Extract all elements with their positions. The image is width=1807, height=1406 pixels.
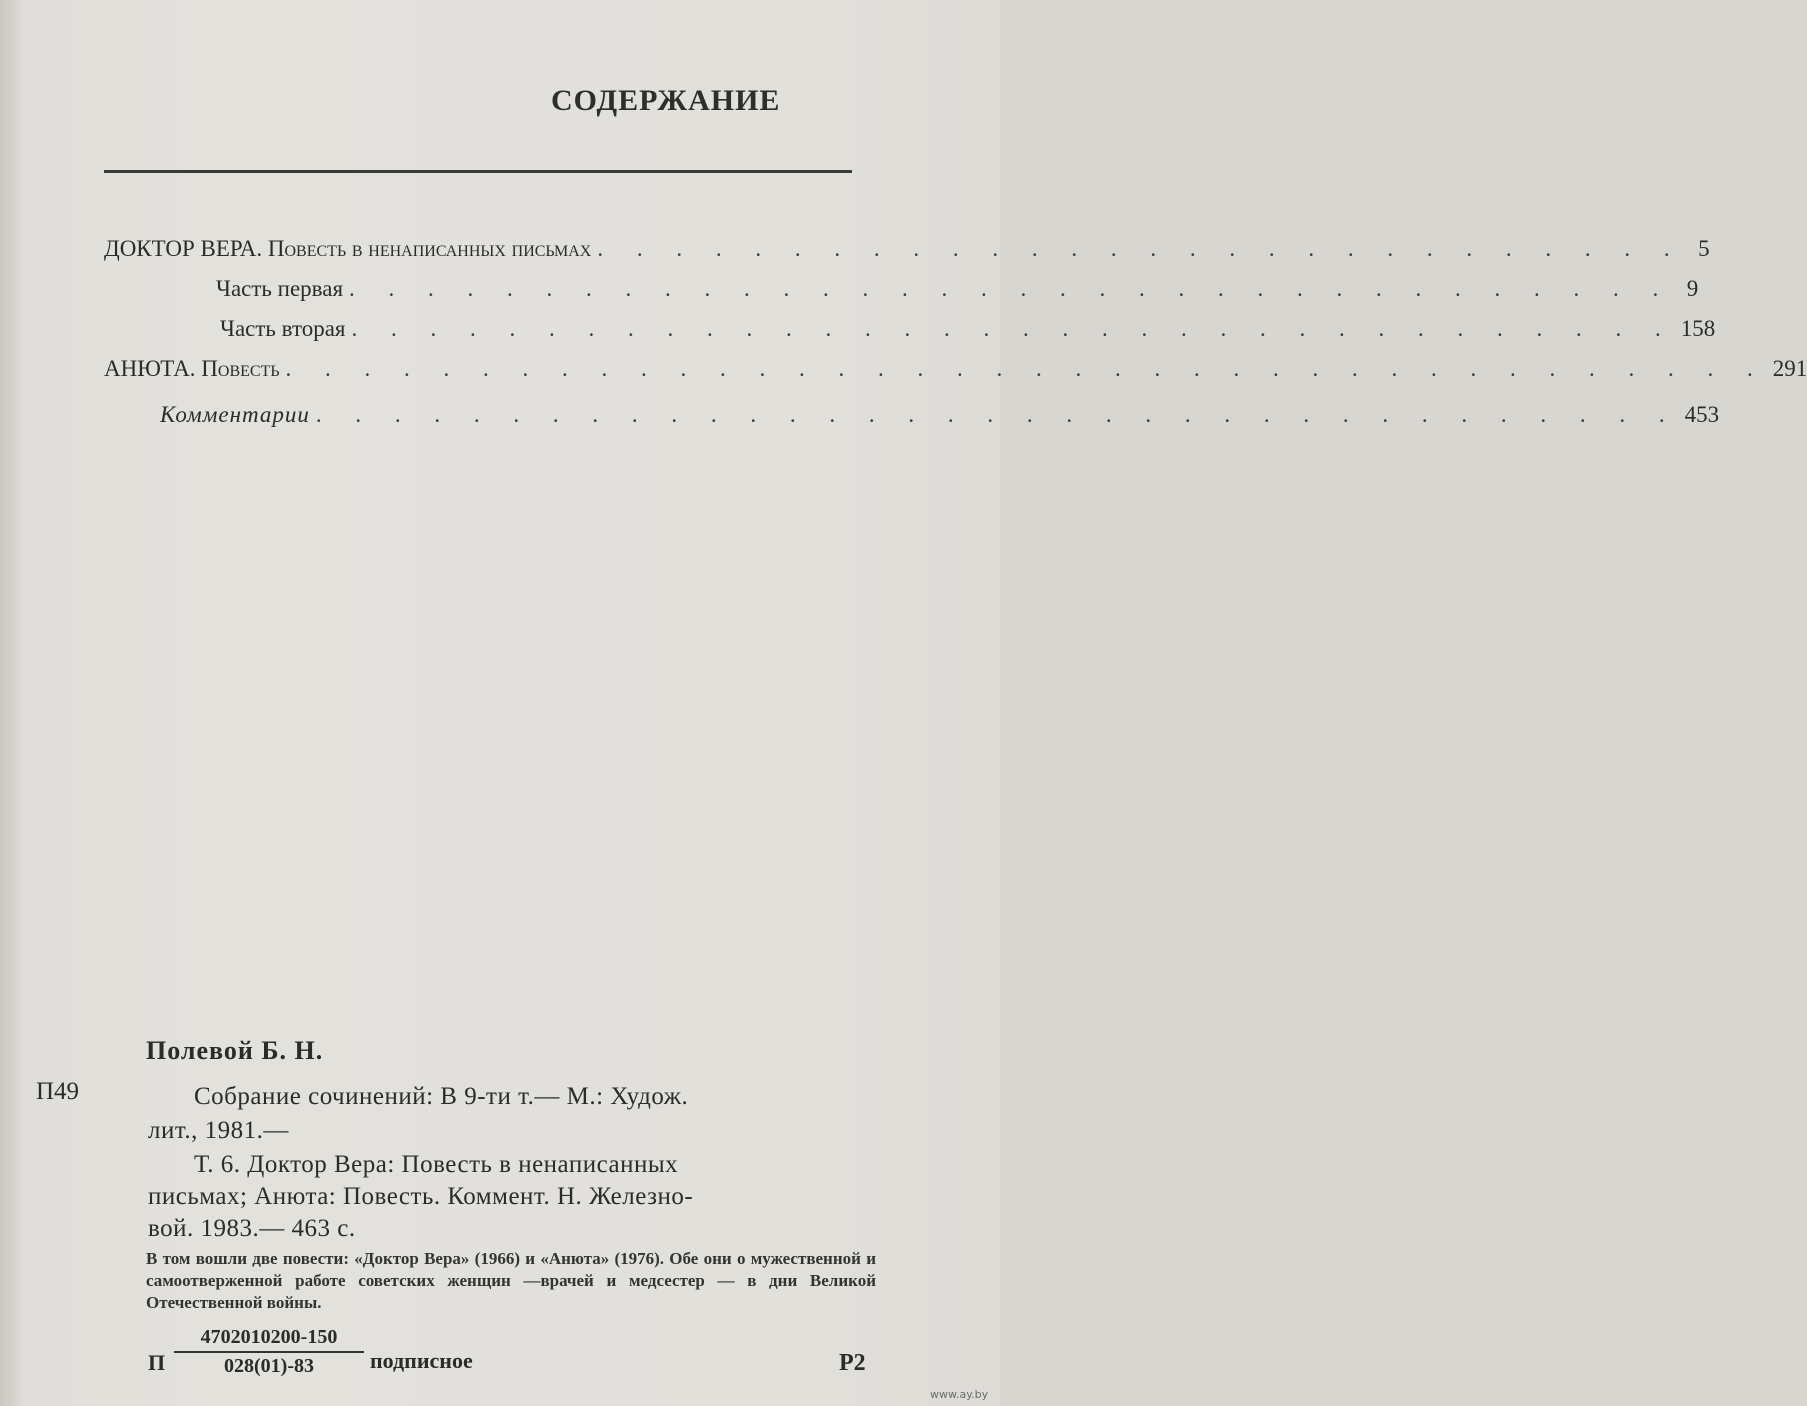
toc-entry-label: Часть вторая	[220, 316, 346, 341]
toc-entry-page: 5	[1698, 236, 1710, 261]
toc-divider	[104, 170, 852, 173]
toc-entry-page: 291	[1772, 356, 1807, 381]
catalog-class-code: П49	[36, 1078, 80, 1105]
watermark: www.ay.by	[930, 1388, 989, 1401]
catalog-line-1: Собрание сочинений: В 9-ти т.— М.: Худож.	[194, 1083, 689, 1110]
catalog-line-3: Т. 6. Доктор Вера: Повесть в ненаписанных	[194, 1151, 679, 1178]
toc-entry-part-one	[216, 276, 1699, 302]
toc-entry-label: Комментарии	[160, 402, 310, 427]
catalog-line-4: письмах; Анюта: Повесть. Коммент. Н. Железно-	[148, 1183, 694, 1210]
toc-entry-part-two	[220, 316, 1716, 342]
toc-entry-label: ДОКТОР ВЕРА. Повесть в ненаписанных письмах	[104, 236, 592, 261]
toc-leader-dots: . . . . . . . . . . . . . . . . . . . . . . . . . . . .	[597, 236, 1684, 261]
toc-entry-page: 9	[1686, 276, 1699, 301]
catalog-line-2: лит., 1981.—	[148, 1117, 289, 1144]
catalog-price-code: Р2	[839, 1350, 866, 1376]
catalog-index-numerator: 4702010200-150	[174, 1326, 364, 1353]
catalog-annotation: В том вошли две повести: «Доктор Вера» (1966) и «Анюта» (1976). Обе они о мужественной и самоотверженной работе советских женщин —врачей и медсестер — в дни Великой Отечественной войны.	[146, 1249, 876, 1312]
toc-leader-dots: . . . . . . . . . . . . . . . . . . . . . . . . . . . . . . . . . . .	[315, 402, 1679, 427]
toc-entry-page: 453	[1684, 402, 1720, 427]
catalog-index-letter: П	[148, 1350, 166, 1375]
toc-title: СОДЕРЖАНИЕ	[551, 84, 781, 117]
toc-leader-dots: . . . . . . . . . . . . . . . . . . . . . . . . . . . . . . . . . . . . . .	[285, 356, 1767, 381]
toc-entry-doctor-vera	[104, 236, 1710, 262]
toc-entry-page: 158	[1680, 316, 1716, 341]
toc-entry-label: АНЮТА. Повесть	[104, 356, 280, 381]
catalog-subscription: подписное	[370, 1348, 473, 1373]
toc-entry-anyuta	[104, 356, 1807, 382]
catalog-author: Полевой Б. Н.	[146, 1036, 324, 1065]
catalog-index-denominator: 028(01)-83	[224, 1355, 314, 1377]
toc-entry-comments	[160, 402, 1720, 428]
page-edge-shadow	[0, 0, 22, 1406]
catalog-line-5: вой. 1983.— 463 с.	[148, 1215, 356, 1242]
toc-leader-dots: . . . . . . . . . . . . . . . . . . . . . . . . . . . . . . . . . .	[349, 276, 1673, 301]
catalog-index-fraction	[174, 1326, 364, 1378]
toc-leader-dots: . . . . . . . . . . . . . . . . . . . . . . . . . . . . . . . . . .	[351, 316, 1675, 341]
toc-entry-label: Часть первая	[216, 276, 344, 301]
